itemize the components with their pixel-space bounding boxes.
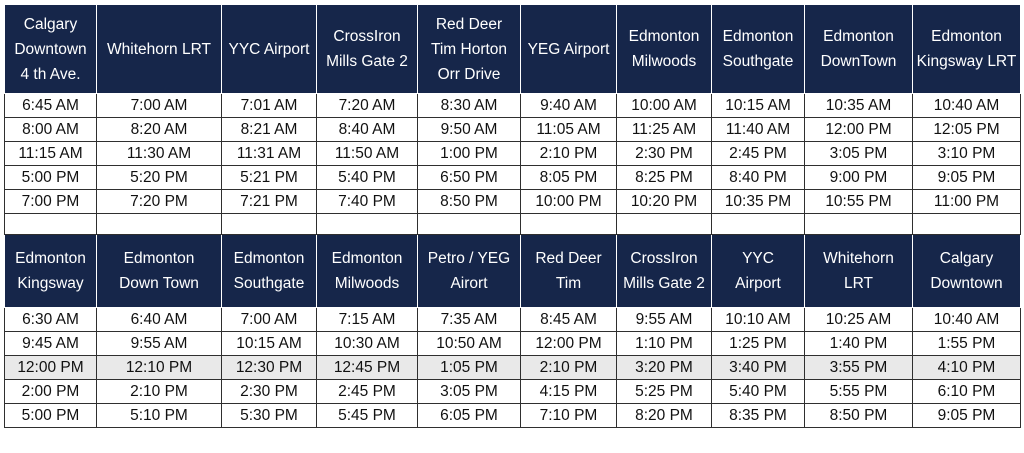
time-cell: 10:25 AM <box>805 308 913 332</box>
table-row <box>5 94 1021 118</box>
column-header <box>712 235 805 308</box>
time-cell: 10:55 PM <box>805 190 913 214</box>
header-line: Edmonton <box>628 28 700 45</box>
time-cell: 1:55 PM <box>913 332 1021 356</box>
time-cell: 1:10 PM <box>617 332 712 356</box>
column-header <box>222 235 317 308</box>
time-cell: 9:05 PM <box>913 404 1021 428</box>
time-cell: 2:10 PM <box>97 380 222 404</box>
time-cell: 3:20 PM <box>617 356 712 380</box>
time-cell: 8:50 PM <box>418 190 521 214</box>
time-cell: 8:40 PM <box>712 166 805 190</box>
time-cell: 11:40 AM <box>712 118 805 142</box>
header-line: Kingsway LRT <box>916 53 1017 70</box>
time-cell: 12:00 PM <box>5 356 97 380</box>
time-cell: 8:25 PM <box>617 166 712 190</box>
empty-cell <box>317 214 418 235</box>
time-cell: 5:10 PM <box>97 404 222 428</box>
header-line: YEG Airport <box>527 40 610 58</box>
header-line: Petro / YEG <box>427 250 511 267</box>
time-cell: 10:50 AM <box>418 332 521 356</box>
header-line: Calgary <box>939 250 994 267</box>
empty-cell <box>521 214 617 235</box>
column-header <box>617 5 712 94</box>
time-cell: 9:45 AM <box>5 332 97 356</box>
time-cell: 2:30 PM <box>222 380 317 404</box>
schedule-table <box>4 4 1021 428</box>
time-cell: 8:45 AM <box>521 308 617 332</box>
time-cell: 10:10 AM <box>712 308 805 332</box>
header-line: YYC <box>742 250 774 267</box>
header-line: Southgate <box>722 53 794 70</box>
time-cell: 8:40 AM <box>317 118 418 142</box>
time-cell: 5:40 PM <box>712 380 805 404</box>
header-line: Whitehorn <box>823 250 894 267</box>
empty-cell <box>222 214 317 235</box>
header-line: 4 th Ave. <box>20 65 81 83</box>
time-cell: 11:50 AM <box>317 142 418 166</box>
time-cell: 10:40 AM <box>913 94 1021 118</box>
empty-cell <box>97 214 222 235</box>
header-line: Downtown <box>930 275 1003 292</box>
time-cell: 10:15 AM <box>222 332 317 356</box>
header-line: Edmonton <box>931 28 1002 45</box>
column-header <box>5 5 97 94</box>
time-cell: 9:00 PM <box>805 166 913 190</box>
column-header <box>418 5 521 94</box>
header-line: LRT <box>843 275 873 292</box>
table-row <box>5 380 1021 404</box>
time-cell: 11:25 AM <box>617 118 712 142</box>
empty-cell <box>617 214 712 235</box>
time-cell: 8:00 AM <box>5 118 97 142</box>
time-cell: 12:00 PM <box>521 332 617 356</box>
time-cell: 9:55 AM <box>97 332 222 356</box>
time-cell: 5:30 PM <box>222 404 317 428</box>
table-row <box>5 190 1021 214</box>
header-line: Red Deer <box>535 250 602 267</box>
table-row <box>5 166 1021 190</box>
time-cell: 5:20 PM <box>97 166 222 190</box>
time-cell: 11:31 AM <box>222 142 317 166</box>
time-cell: 7:10 PM <box>521 404 617 428</box>
time-cell: 11:15 AM <box>5 142 97 166</box>
time-cell: 4:15 PM <box>521 380 617 404</box>
time-cell: 8:30 AM <box>418 94 521 118</box>
time-cell: 7:15 AM <box>317 308 418 332</box>
header-line: Edmonton <box>233 250 305 267</box>
time-cell: 8:50 PM <box>805 404 913 428</box>
time-cell: 5:21 PM <box>222 166 317 190</box>
time-cell: 9:55 AM <box>617 308 712 332</box>
time-cell: 5:55 PM <box>805 380 913 404</box>
header-line: Mills Gate 2 <box>326 53 408 70</box>
header-line: Airport <box>735 275 781 292</box>
time-cell: 6:40 AM <box>97 308 222 332</box>
time-cell: 3:05 PM <box>805 142 913 166</box>
time-cell: 5:25 PM <box>617 380 712 404</box>
bus-schedule <box>4 4 1020 428</box>
header-line: Edmonton <box>331 250 403 267</box>
time-cell: 2:45 PM <box>712 142 805 166</box>
time-cell: 7:35 AM <box>418 308 521 332</box>
time-cell: 10:40 AM <box>913 308 1021 332</box>
header-line: DownTown <box>820 53 897 70</box>
time-cell: 3:10 PM <box>913 142 1021 166</box>
column-header <box>317 5 418 94</box>
time-cell: 5:45 PM <box>317 404 418 428</box>
time-cell: 11:30 AM <box>97 142 222 166</box>
time-cell: 2:45 PM <box>317 380 418 404</box>
header-line: Calgary <box>23 15 78 33</box>
header-line: Milwoods <box>631 53 697 70</box>
empty-cell <box>418 214 521 235</box>
column-header <box>805 5 913 94</box>
time-cell: 2:00 PM <box>5 380 97 404</box>
column-header <box>712 5 805 94</box>
header-line: Mills Gate 2 <box>623 275 705 292</box>
column-header <box>418 235 521 308</box>
time-cell: 12:10 PM <box>97 356 222 380</box>
time-cell: 10:15 AM <box>712 94 805 118</box>
time-cell: 6:45 AM <box>5 94 97 118</box>
table-row <box>5 142 1021 166</box>
time-cell: 8:20 PM <box>617 404 712 428</box>
column-header <box>913 5 1021 94</box>
time-cell: 3:55 PM <box>805 356 913 380</box>
time-cell: 6:50 PM <box>418 166 521 190</box>
time-cell: 1:05 PM <box>418 356 521 380</box>
time-cell: 7:20 AM <box>317 94 418 118</box>
time-cell: 6:10 PM <box>913 380 1021 404</box>
time-cell: 10:35 AM <box>805 94 913 118</box>
column-header <box>222 5 317 94</box>
time-cell: 2:30 PM <box>617 142 712 166</box>
time-cell: 9:05 PM <box>913 166 1021 190</box>
time-cell: 7:01 AM <box>222 94 317 118</box>
time-cell: 4:10 PM <box>913 356 1021 380</box>
header-line: Orr Drive <box>437 65 501 83</box>
column-header <box>521 5 617 94</box>
column-header <box>521 235 617 308</box>
column-header <box>97 5 222 94</box>
header-line: Airort <box>450 275 488 292</box>
time-cell: 6:30 AM <box>5 308 97 332</box>
header-line: Tim <box>555 275 582 292</box>
time-cell: 8:21 AM <box>222 118 317 142</box>
time-cell: 11:00 PM <box>913 190 1021 214</box>
time-cell: 7:00 PM <box>5 190 97 214</box>
spacer-row <box>5 214 1021 235</box>
column-header <box>617 235 712 308</box>
time-cell: 1:25 PM <box>712 332 805 356</box>
table-row <box>5 332 1021 356</box>
header-line: Red Deer <box>435 15 503 33</box>
header-line: Downtown <box>14 40 87 58</box>
time-cell: 9:50 AM <box>418 118 521 142</box>
header-line: CrossIron <box>333 28 401 45</box>
table-row <box>5 404 1021 428</box>
header-line: Down Town <box>119 275 199 292</box>
time-cell: 7:40 PM <box>317 190 418 214</box>
header-row <box>5 5 1021 94</box>
time-cell: 5:00 PM <box>5 404 97 428</box>
header-line: Edmonton <box>15 250 86 267</box>
time-cell: 7:20 PM <box>97 190 222 214</box>
time-cell: 12:30 PM <box>222 356 317 380</box>
time-cell: 3:05 PM <box>418 380 521 404</box>
time-cell: 8:05 PM <box>521 166 617 190</box>
table-row <box>5 308 1021 332</box>
time-cell: 10:00 PM <box>521 190 617 214</box>
header-line: CrossIron <box>630 250 698 267</box>
column-header <box>97 235 222 308</box>
header-line: Kingsway <box>17 275 84 292</box>
time-cell: 10:30 AM <box>317 332 418 356</box>
column-header <box>913 235 1021 308</box>
empty-cell <box>712 214 805 235</box>
header-line: Edmonton <box>722 28 794 45</box>
time-cell: 9:40 AM <box>521 94 617 118</box>
header-line: Whitehorn LRT <box>107 40 211 58</box>
time-cell: 1:00 PM <box>418 142 521 166</box>
time-cell: 2:10 PM <box>521 142 617 166</box>
empty-cell <box>805 214 913 235</box>
header-line: Tim Horton <box>430 40 508 58</box>
time-cell: 8:35 PM <box>712 404 805 428</box>
header-row <box>5 235 1021 308</box>
table-row <box>5 356 1021 380</box>
time-cell: 5:00 PM <box>5 166 97 190</box>
time-cell: 10:20 PM <box>617 190 712 214</box>
time-cell: 11:05 AM <box>521 118 617 142</box>
column-header <box>805 235 913 308</box>
time-cell: 3:40 PM <box>712 356 805 380</box>
time-cell: 8:20 AM <box>97 118 222 142</box>
time-cell: 12:05 PM <box>913 118 1021 142</box>
table-row <box>5 118 1021 142</box>
time-cell: 1:40 PM <box>805 332 913 356</box>
empty-cell <box>913 214 1021 235</box>
time-cell: 7:00 AM <box>97 94 222 118</box>
time-cell: 6:05 PM <box>418 404 521 428</box>
column-header <box>5 235 97 308</box>
header-line: Milwoods <box>334 275 400 292</box>
time-cell: 2:10 PM <box>521 356 617 380</box>
header-line: YYC Airport <box>228 40 310 58</box>
time-cell: 12:00 PM <box>805 118 913 142</box>
header-line: Southgate <box>233 275 305 292</box>
header-line: Edmonton <box>123 250 195 267</box>
time-cell: 7:21 PM <box>222 190 317 214</box>
header-line: Edmonton <box>823 28 894 45</box>
time-cell: 5:40 PM <box>317 166 418 190</box>
time-cell: 7:00 AM <box>222 308 317 332</box>
time-cell: 10:35 PM <box>712 190 805 214</box>
column-header <box>317 235 418 308</box>
time-cell: 12:45 PM <box>317 356 418 380</box>
time-cell: 10:00 AM <box>617 94 712 118</box>
empty-cell <box>5 214 97 235</box>
